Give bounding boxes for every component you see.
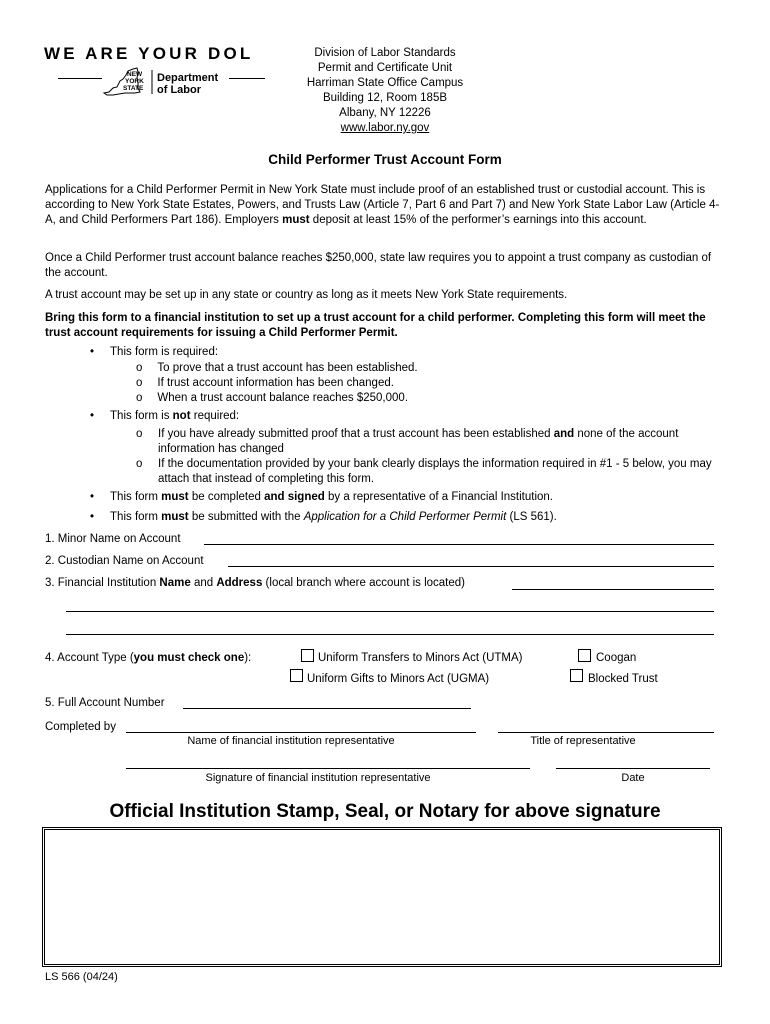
agency-address xyxy=(280,46,490,136)
not-required-item-2: o If the documentation provided by your bank clearly displays the information required in #1 - 5 below, you may attach that instead of completing this form. xyxy=(136,458,712,485)
field-2-label: 2. Custodian Name on Account xyxy=(45,555,204,567)
svg-text:NEW: NEW xyxy=(127,71,143,78)
caption-representative-title: Title of representative xyxy=(530,735,636,747)
field-5-label: 5. Full Account Number xyxy=(45,697,165,709)
custodian-name-input[interactable] xyxy=(228,566,714,567)
form-title: Child Performer Trust Account Form xyxy=(268,152,502,167)
caption-signature: Signature of financial institution representative xyxy=(205,772,431,784)
signature-input[interactable] xyxy=(126,768,530,769)
blocked-trust-checkbox[interactable] xyxy=(570,669,583,682)
logo-department: Department of Labor xyxy=(157,72,219,96)
institution-input-line-2[interactable] xyxy=(66,611,714,612)
svg-text:YORK: YORK xyxy=(125,78,144,85)
address-line-1: Division of Labor Standards xyxy=(314,47,456,59)
intro-paragraph-2: Once a Child Performer trust account balance reaches $250,000, state law requires you to appoint a trust company as custodian of the account. xyxy=(45,252,712,279)
logo-rule-left xyxy=(58,78,102,79)
intro-paragraph-3: A trust account may be set up in any state or country as long as it meets New York State requirements. xyxy=(45,289,568,301)
field-1-label: 1. Minor Name on Account xyxy=(45,533,181,545)
completed-by-label: Completed by xyxy=(45,721,116,733)
logo-rule-right xyxy=(229,78,265,79)
coogan-checkbox[interactable] xyxy=(578,649,591,662)
representative-name-input[interactable] xyxy=(126,732,476,733)
intro-paragraph-4: Bring this form to a financial institution to set up a trust account for a child performer. Completing this form will meet the trust account requirements for issuing a Child Performer Permit. xyxy=(45,312,706,339)
dol-tagline: WE ARE YOUR DOL xyxy=(44,44,254,63)
caption-representative-name: Name of financial institution representative xyxy=(187,735,395,747)
minor-name-input[interactable] xyxy=(204,544,714,545)
required-item-3: o When a trust account balance reaches $250,000. xyxy=(136,392,409,404)
ugma-checkbox[interactable] xyxy=(290,669,303,682)
ugma-label: Uniform Gifts to Minors Act (UGMA) xyxy=(307,673,490,685)
institution-input-line-1[interactable] xyxy=(512,589,714,590)
address-line-4: Building 12, Room 185B xyxy=(322,92,448,104)
bullet-not-required: • This form is not required: xyxy=(90,410,240,422)
address-line-3: Harriman State Office Campus xyxy=(306,77,464,89)
date-input[interactable] xyxy=(556,768,710,769)
address-line-2: Permit and Certificate Unit xyxy=(317,62,453,74)
representative-title-input[interactable] xyxy=(498,732,714,733)
bullet-must-complete: • This form must be completed and signed by a representative of a Financial Institution. xyxy=(90,491,553,503)
stamp-section-title: Official Institution Stamp, Seal, or Notary for above signature xyxy=(109,801,661,822)
coogan-label: Coogan xyxy=(596,652,637,664)
form-number: LS 566 (04/24) xyxy=(45,971,118,983)
stamp-seal-box xyxy=(42,827,722,967)
utma-label: Uniform Transfers to Minors Act (UTMA) xyxy=(318,652,523,664)
bullet-required: • This form is required: xyxy=(90,346,219,358)
caption-date: Date xyxy=(621,772,645,784)
field-4-label: 4. Account Type (you must check one): xyxy=(45,652,252,664)
svg-text:STATE: STATE xyxy=(123,85,144,92)
utma-checkbox[interactable] xyxy=(301,649,314,662)
intro-paragraph-1: Applications for a Child Performer Permit in New York State must include proof of an established trust or custodial account. This is according to New York State Estates, Powers, and Trusts Law (Article 7, Part 6 and Part 7) and New York State Labor Law (Article 4-A, and Child Performers Part 186). Employers must deposit at least 15% of the performer’s earnings into this account. xyxy=(45,184,720,226)
new-york-state-logo-icon xyxy=(101,66,153,96)
address-line-5: Albany, NY 12226 xyxy=(339,107,431,119)
bullet-must-submit: • This form must be submitted with the Application for a Child Performer Permit (LS 561). xyxy=(90,511,557,523)
field-3-label: 3. Financial Institution Name and Address (local branch where account is located) xyxy=(45,577,465,589)
not-required-item-1: o If you have already submitted proof that a trust account has been established and none of the account information has changed xyxy=(136,428,679,455)
required-item-1: o To prove that a trust account has been established. xyxy=(136,362,418,374)
website-link[interactable]: www.labor.ny.gov xyxy=(340,122,430,134)
institution-input-line-3[interactable] xyxy=(66,634,714,635)
blocked-trust-label: Blocked Trust xyxy=(588,673,658,685)
required-item-2: o If trust account information has been changed. xyxy=(136,377,394,389)
account-number-input[interactable] xyxy=(183,708,471,709)
